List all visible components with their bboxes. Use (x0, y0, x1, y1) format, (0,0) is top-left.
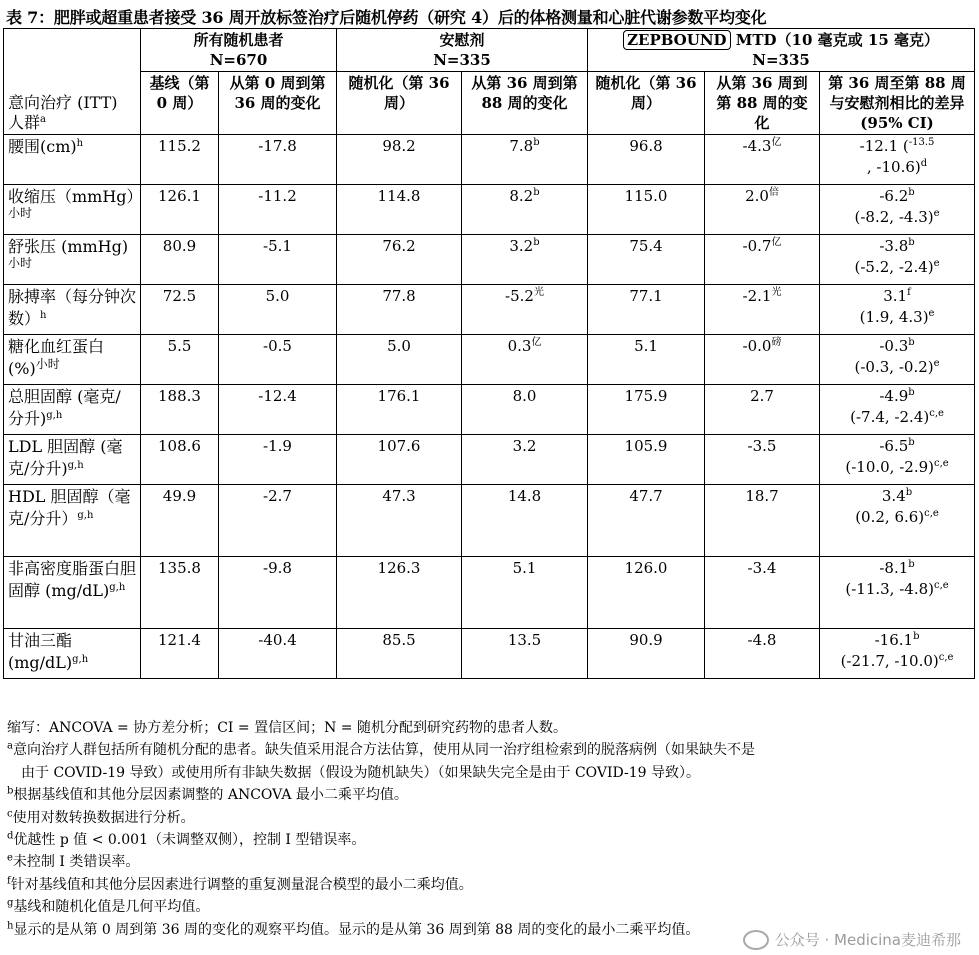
value-cell: -17.8 (219, 135, 337, 185)
footnote: $^h$显示的是从第 0 周到第 36 周的变化的观察平均值。显示的是从第 36 周到第 88 周的变化的最小二乘平均值。 (7, 920, 700, 938)
group-all-header: 所有随机患者 N=670 (141, 29, 337, 72)
row-label: LDL 胆固醇 (毫克/分升)$^{g,h}$ (4, 435, 141, 485)
value-cell: 188.3 (141, 385, 219, 435)
value-cell: -1.9 (219, 435, 337, 485)
diff-cell: -0.3$^b$ (-0.3, -0.2)$^e$ (820, 335, 975, 385)
value-cell: 85.5 (337, 629, 462, 679)
value-cell: 175.9 (588, 385, 705, 435)
group-zepbound-header: ZEPBOUND MTD（10 毫克或 15 毫克） N=335 (588, 29, 975, 72)
row-label: 总胆固醇 (毫克/分升)$^{g,h}$ (4, 385, 141, 435)
row-label: HDL 胆固醇（毫克/分升）$^{g,h}$ (4, 485, 141, 557)
value-cell: 121.4 (141, 629, 219, 679)
value-cell: 77.8 (337, 285, 462, 335)
row-label: 腰围(cm)$^h$ (4, 135, 141, 185)
value-cell: $-0.0^磅$ (705, 335, 820, 385)
col-header: 随机化（第 36 周） (588, 72, 705, 135)
watermark: 公众号 · Medicina麦迪希那 (743, 929, 961, 951)
value-cell: 5.0 (219, 285, 337, 335)
value-cell: 96.8 (588, 135, 705, 185)
value-cell: 98.2 (337, 135, 462, 185)
diff-cell: 3.4$^b$ (0.2, 6.6)$^{c,e}$ (820, 485, 975, 557)
value-cell: 5.1 (588, 335, 705, 385)
table-row (4, 335, 975, 385)
value-cell: 126.1 (141, 185, 219, 235)
value-cell: $-4.3^亿$ (705, 135, 820, 185)
value-cell: 114.8 (337, 185, 462, 235)
value-cell: 108.6 (141, 435, 219, 485)
group-placebo-header: 安慰剂 N=335 (337, 29, 588, 72)
value-cell: 115.2 (141, 135, 219, 185)
diff-cell: -12.1 ($^{-13.5}$ , -10.6)$^d$ (820, 135, 975, 185)
col-header: 从第 36 周到第 88 周的变化 (462, 72, 588, 135)
footnote: $^b$根据基线值和其他分层因素调整的 ANCOVA 最小二乘平均值。 (7, 785, 408, 804)
footnote: $^c$使用对数转换数据进行分析。 (7, 807, 195, 826)
value-cell: -40.4 (219, 629, 337, 679)
diff-cell: -3.8$^b$ (-5.2, -2.4)$^e$ (820, 235, 975, 285)
value-cell: 49.9 (141, 485, 219, 557)
col-header: 基线（第 0 周） (141, 72, 219, 135)
value-cell: 47.7 (588, 485, 705, 557)
value-cell: -12.4 (219, 385, 337, 435)
value-cell: 126.3 (337, 557, 462, 629)
value-cell: 7.8$^b$ (462, 135, 588, 185)
table-row (4, 285, 975, 335)
col-header: 第 36 周至第 88 周与安慰剂相比的差异 (95% CI) (820, 72, 975, 135)
value-cell: -0.5 (219, 335, 337, 385)
value-cell: 176.1 (337, 385, 462, 435)
row-label: 糖化血红蛋白 (%)$^{小时}$ (4, 335, 141, 385)
value-cell: -3.5 (705, 435, 820, 485)
diff-cell: 3.1$^f$ (1.9, 4.3)$^e$ (820, 285, 975, 335)
table-row (4, 185, 975, 235)
value-cell: 90.9 (588, 629, 705, 679)
col-header: 随机化（第 36 周） (337, 72, 462, 135)
table-row (4, 435, 975, 485)
brand-box: ZEPBOUND (623, 30, 731, 50)
value-cell: $-2.1^光$ (705, 285, 820, 335)
value-cell: 18.7 (705, 485, 820, 557)
footnote: $^e$未控制 I 类错误率。 (7, 852, 140, 871)
value-cell: -9.8 (219, 557, 337, 629)
value-cell: 3.2 (462, 435, 588, 485)
footnote: $^a$意向治疗人群包括所有随机分配的患者。缺失值采用混合方法估算，使用从同一治疗组检索到的脱落病例（如果缺失不是 (7, 740, 755, 759)
value-cell: $-5.2^光$ (462, 285, 588, 335)
footnote: 由于 COVID-19 导致）或使用所有非缺失数据（假设为随机缺失）（如果缺失完全是由于 COVID-19 导致）。 (21, 764, 701, 781)
group-header-row (4, 29, 975, 72)
footnotes (7, 717, 972, 941)
value-cell: 115.0 (588, 185, 705, 235)
value-cell: 5.0 (337, 335, 462, 385)
value-cell: 72.5 (141, 285, 219, 335)
value-cell: 80.9 (141, 235, 219, 285)
value-cell: 8.2$^b$ (462, 185, 588, 235)
value-cell: $2.0^倍$ (705, 185, 820, 235)
value-cell: -5.1 (219, 235, 337, 285)
diff-cell: -16.1$^b$ (-21.7, -10.0)$^{c,e}$ (820, 629, 975, 679)
footnote: $^g$基线和随机化值是几何平均值。 (7, 897, 210, 916)
table-body (4, 135, 975, 679)
footnote: $^f$针对基线值和其他分层因素进行调整的重复测量混合模型的最小二乘均值。 (7, 875, 473, 893)
value-cell: 135.8 (141, 557, 219, 629)
value-cell: 14.8 (462, 485, 588, 557)
table-row (4, 385, 975, 435)
value-cell: 77.1 (588, 285, 705, 335)
value-cell: 75.4 (588, 235, 705, 285)
value-cell: -11.2 (219, 185, 337, 235)
diff-cell: -6.5$^b$ (-10.0, -2.9)$^{c,e}$ (820, 435, 975, 485)
value-cell: 107.6 (337, 435, 462, 485)
row-label: 收缩压（mmHg）$^{小时}$ (4, 185, 141, 235)
col-header: 从第 36 周到第 88 周的变化 (705, 72, 820, 135)
row-label: 甘油三酯 $(mg/dL)^{g,h}$ (4, 629, 141, 679)
value-cell: 2.7 (705, 385, 820, 435)
value-cell: 13.5 (462, 629, 588, 679)
column-header-row (4, 72, 975, 135)
stub-header: 意向治疗 (ITT) 人群$^a$ (4, 29, 141, 135)
value-cell: 47.3 (337, 485, 462, 557)
value-cell: 5.5 (141, 335, 219, 385)
diff-cell: -6.2$^b$ (-8.2, -4.3)$^e$ (820, 185, 975, 235)
table-row (4, 485, 975, 557)
table-title: 表 7：肥胖或超重患者接受 36 周开放标签治疗后随机停药（研究 4）后的体格测量和心脏代谢参数平均变化 (6, 8, 767, 27)
value-cell: $0.3^亿$ (462, 335, 588, 385)
value-cell: 126.0 (588, 557, 705, 629)
value-cell: 5.1 (462, 557, 588, 629)
value-cell: 8.0 (462, 385, 588, 435)
value-cell: $-0.7^亿$ (705, 235, 820, 285)
row-label: 舒张压 (mmHg)$^{小时}$ (4, 235, 141, 285)
table-row (4, 557, 975, 629)
value-cell: -4.8 (705, 629, 820, 679)
value-cell: -3.4 (705, 557, 820, 629)
diff-cell: -4.9$^b$ (-7.4, -2.4)$^{c,e}$ (820, 385, 975, 435)
col-header: 从第 0 周到第 36 周的变化 (219, 72, 337, 135)
footnote: 缩写：ANCOVA = 协方差分析；CI = 置信区间；N = 随机分配到研究药物的患者人数。 (7, 720, 567, 736)
value-cell: 3.2$^b$ (462, 235, 588, 285)
row-label: 非高密度脂蛋白胆固醇 $(mg/dL)^{g,h}$ (4, 557, 141, 629)
value-cell: 105.9 (588, 435, 705, 485)
table-row (4, 135, 975, 185)
table-row (4, 235, 975, 285)
footnote: $^d$优越性 p 值 < 0.001（未调整双侧），控制 I 型错误率。 (7, 830, 366, 849)
value-cell: -2.7 (219, 485, 337, 557)
wechat-icon (743, 930, 769, 950)
row-label: 脉搏率（每分钟次数）$^h$ (4, 285, 141, 335)
value-cell: 76.2 (337, 235, 462, 285)
diff-cell: -8.1$^b$ (-11.3, -4.8)$^{c,e}$ (820, 557, 975, 629)
data-table (3, 28, 975, 679)
table-row (4, 629, 975, 679)
